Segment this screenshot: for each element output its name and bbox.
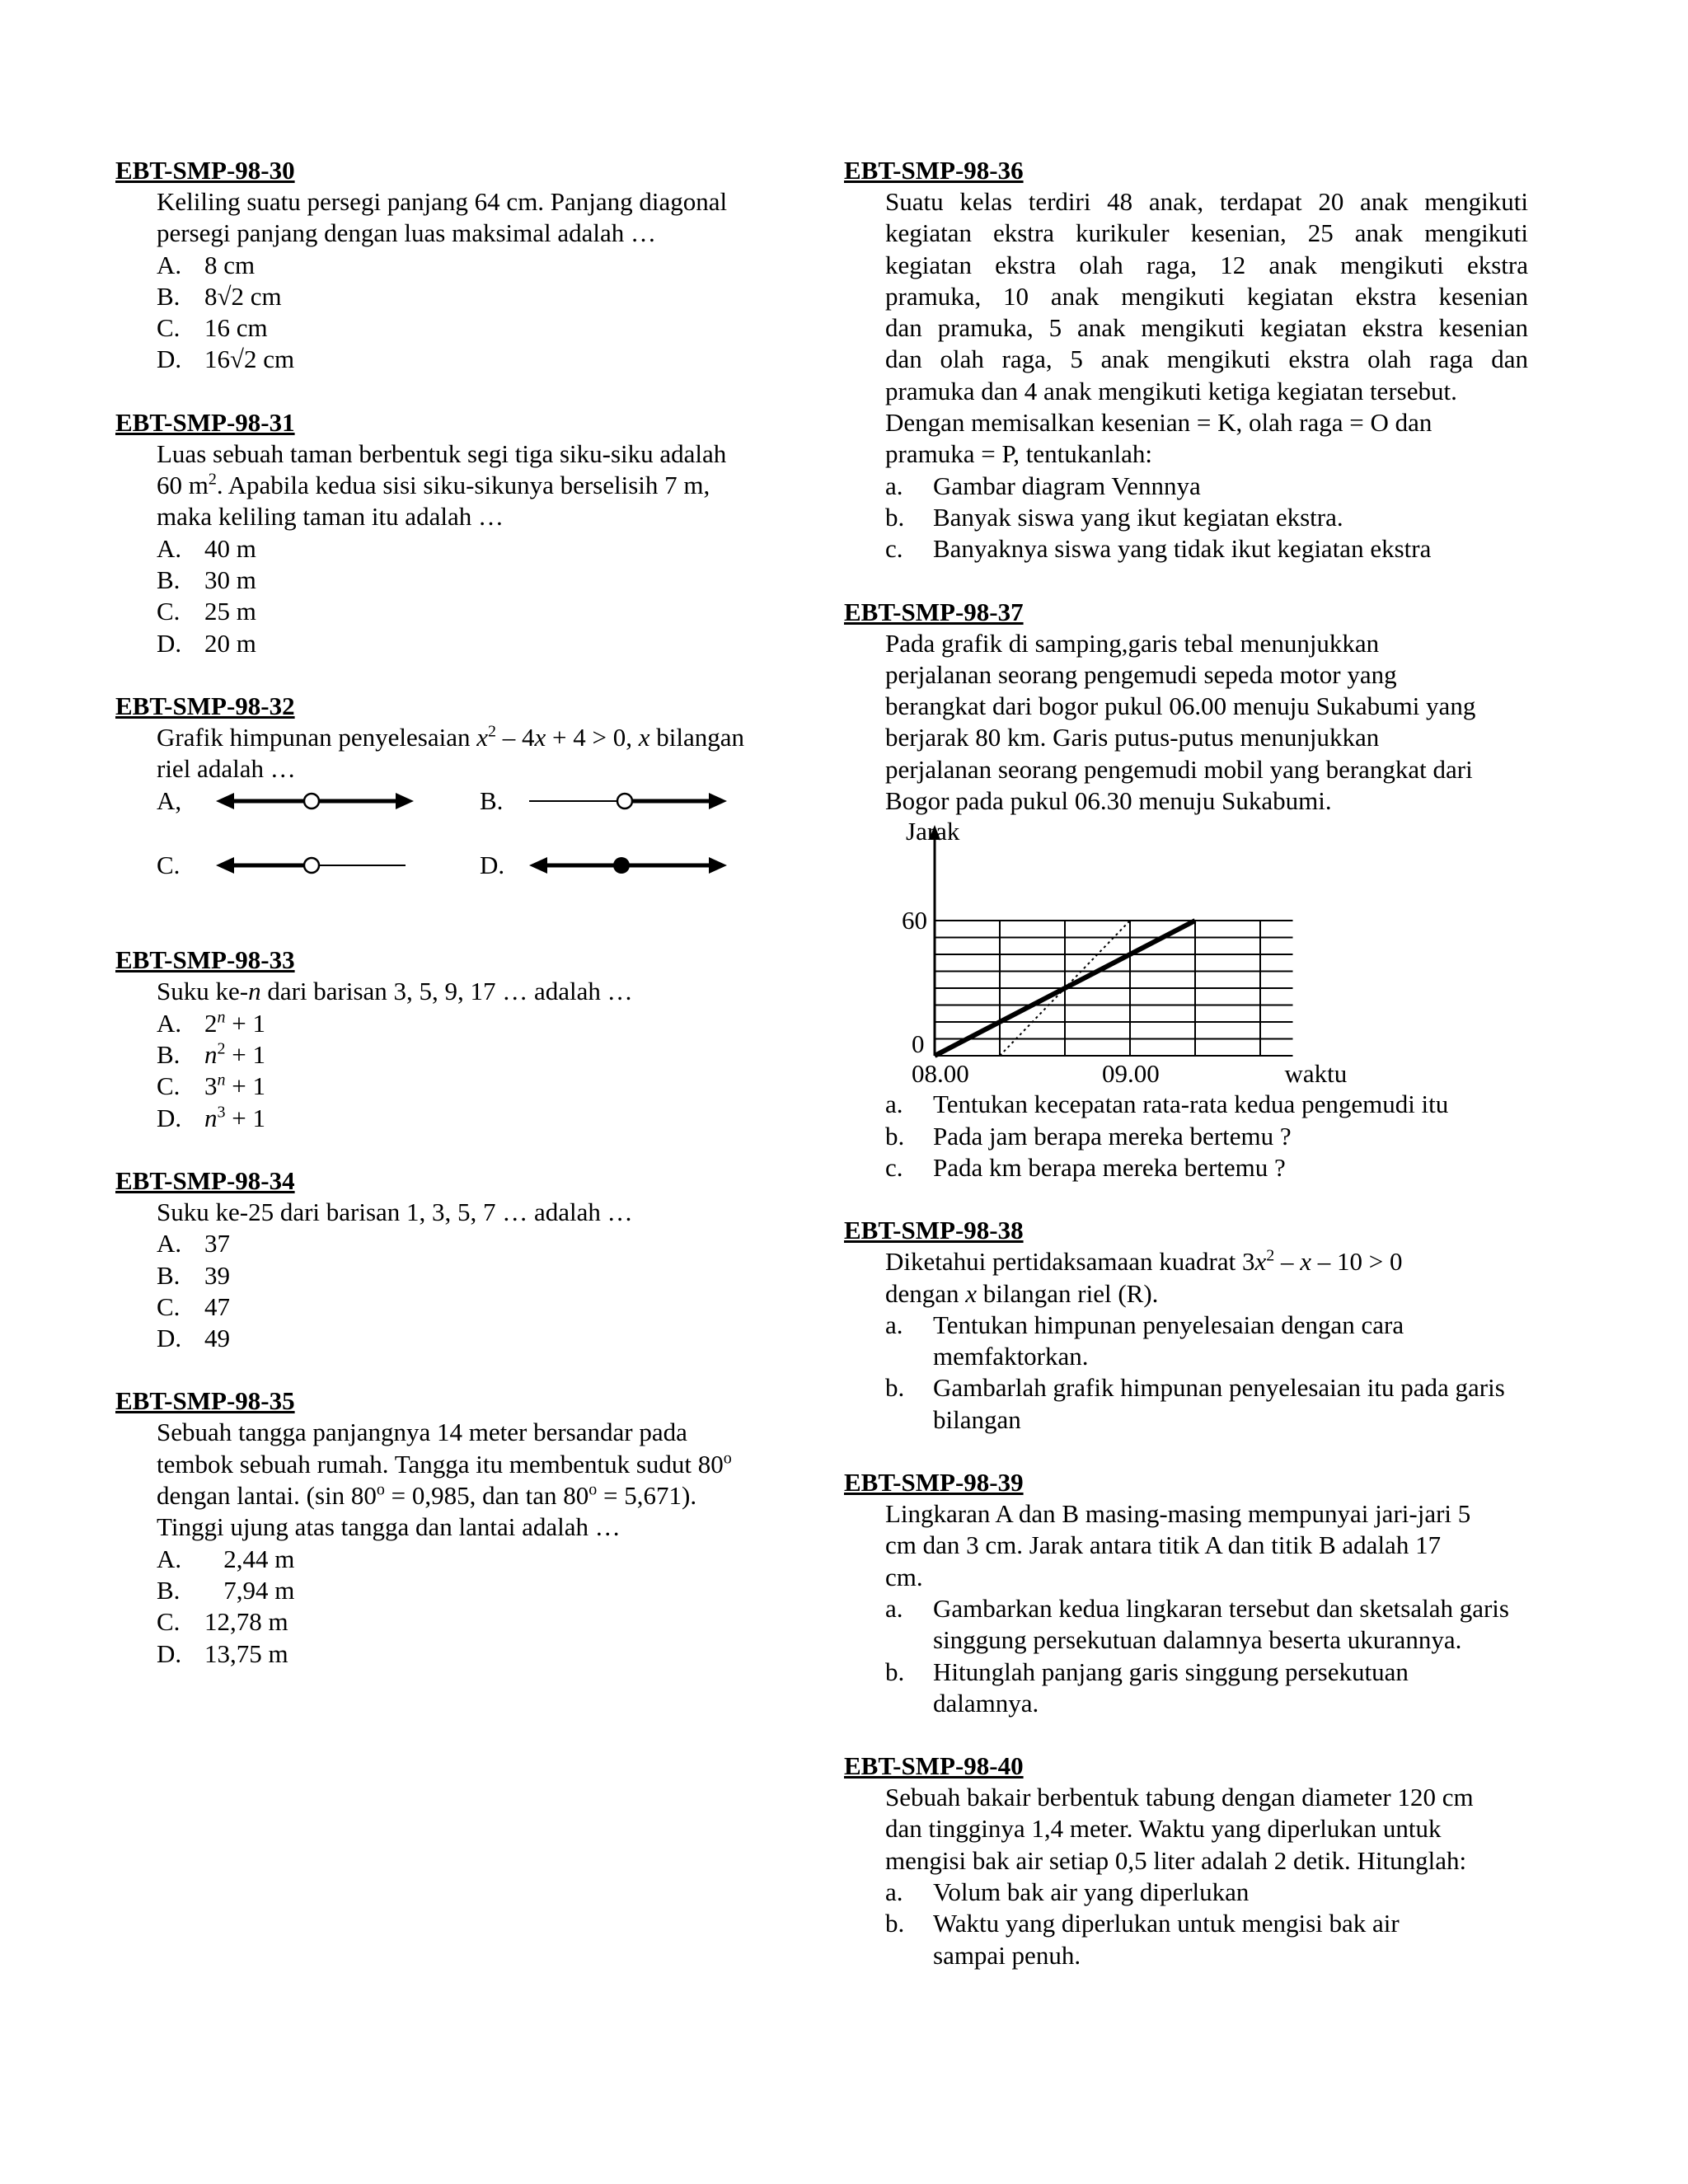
- superscript: 3: [217, 1103, 226, 1122]
- sub-question-a: [885, 1877, 1528, 1908]
- sub-letter: b.: [885, 1657, 905, 1686]
- sub-text: Waktu yang diperlukan untuk mengisi bak air sampai penuh.: [933, 1909, 1400, 1970]
- distance-time-chart: [885, 817, 1396, 1089]
- stem-line: berjarak 80 km. Garis putus-putus menunjukkan: [885, 723, 1380, 752]
- sub-letter: a.: [885, 1090, 903, 1119]
- question-33: [115, 944, 808, 1133]
- x-axis-label: waktu: [1284, 1059, 1348, 1089]
- sub-text: Gambar diagram Vennnya: [933, 471, 1201, 500]
- option-c[interactable]: [157, 1291, 808, 1323]
- stem-line: Suatu kelas terdiri 48 anak, terdapat 20 anak mengikuti: [885, 187, 1528, 216]
- option-text: 16√2 cm: [204, 344, 295, 374]
- sub-letter: a.: [885, 471, 903, 500]
- option-text: 30 m: [204, 565, 256, 594]
- option-letter: A.: [157, 1008, 182, 1038]
- option-letter: C.: [157, 313, 181, 343]
- y-axis-label: Jarak: [906, 817, 960, 846]
- superscript: n: [217, 1071, 226, 1090]
- option-text: 2,44 m: [204, 1544, 295, 1573]
- sub-question-a: [885, 1310, 1528, 1373]
- number-line-c[interactable]: [216, 853, 414, 878]
- stem-text: dari barisan 3, 5, 9, 17 … adalah …: [260, 977, 633, 1006]
- sub-question-b: [885, 1908, 1528, 1971]
- stem-line: Sebuah bakair berbentuk tabung dengan diameter 120 cm: [885, 1783, 1474, 1812]
- superscript: o: [588, 1480, 598, 1499]
- stem-line: berangkat dari bogor pukul 06.00 menuju Sukabumi yang: [885, 691, 1476, 721]
- sub-question-a: [885, 1089, 1528, 1120]
- stem-line: perjalanan seorang pengemudi sepeda motor yang: [885, 659, 1397, 689]
- question-stem: [885, 186, 1528, 471]
- option-letter[interactable]: A,: [157, 786, 182, 816]
- option-text: 47: [204, 1291, 230, 1321]
- math-var: x: [476, 722, 488, 752]
- stem-line: Keliling suatu persegi panjang 64 cm. Panjang diagonal: [157, 187, 728, 216]
- stem-line: [157, 1480, 808, 1511]
- stem-line: riel adalah …: [157, 754, 296, 784]
- option-text: 40 m: [204, 533, 256, 563]
- y-tick-label: 60: [902, 906, 927, 935]
- question-id: EBT-SMP-98-35: [115, 1386, 295, 1416]
- sub-text: Tentukan kecepatan rata-rata kedua pengemudi itu: [933, 1090, 1449, 1119]
- option-a[interactable]: [157, 1008, 808, 1039]
- sub-question-a: [885, 471, 1528, 502]
- superscript: o: [723, 1449, 732, 1468]
- option-text: 16 cm: [204, 313, 268, 343]
- sub-text: Gambarkan kedua lingkaran tersebut dan sketsalah garis singgung persekutuan dalamnya beserta ukurannya.: [933, 1593, 1509, 1655]
- question-stem: [885, 1246, 1528, 1310]
- question-stem: [157, 1417, 808, 1543]
- option-text: + 1: [225, 1040, 265, 1070]
- question-stem: [157, 722, 808, 785]
- question-id: EBT-SMP-98-32: [115, 691, 295, 720]
- question-id: EBT-SMP-98-39: [844, 1468, 1024, 1497]
- option-text: 25 m: [204, 597, 256, 626]
- option-text: + 1: [225, 1103, 265, 1132]
- question-id: EBT-SMP-98-36: [844, 156, 1024, 185]
- stem-line: [157, 470, 808, 501]
- option-a[interactable]: [157, 533, 808, 565]
- question-stem: [157, 438, 808, 533]
- option-b[interactable]: [157, 1039, 808, 1071]
- question-stem: [885, 1782, 1528, 1877]
- question-39: [844, 1467, 1528, 1719]
- option-d[interactable]: [157, 628, 808, 659]
- option-b[interactable]: [157, 1575, 808, 1606]
- option-letter: A.: [157, 250, 182, 279]
- number-line-row-2: [157, 849, 808, 882]
- sub-text: Banyak siswa yang ikut kegiatan ekstra.: [933, 502, 1343, 532]
- sub-letter: b.: [885, 1909, 905, 1938]
- option-c[interactable]: [157, 312, 808, 344]
- question-id: EBT-SMP-98-38: [844, 1216, 1024, 1245]
- sub-letter: c.: [885, 1152, 903, 1182]
- stem-line: [157, 1449, 808, 1480]
- option-letter: C.: [157, 597, 181, 626]
- stem-line: Luas sebuah taman berbentuk segi tiga siku-siku adalah: [157, 438, 727, 468]
- option-letter: A.: [157, 1544, 182, 1573]
- question-id: EBT-SMP-98-33: [115, 945, 295, 975]
- stem-line: kegiatan ekstra kurikuler kesenian, 25 anak mengikuti: [885, 218, 1528, 248]
- stem-line: Sebuah tangga panjangnya 14 meter bersandar pada: [157, 1418, 687, 1447]
- stem-line: pramuka = P, tentukanlah:: [885, 439, 1152, 469]
- option-a[interactable]: [157, 250, 808, 281]
- question-id: EBT-SMP-98-37: [844, 597, 1024, 626]
- stem-line: cm.: [885, 1562, 923, 1591]
- question-stem: [157, 186, 808, 250]
- question-id: EBT-SMP-98-30: [115, 156, 295, 185]
- superscript: 2: [208, 470, 217, 489]
- sub-text: Hitunglah panjang garis singgung persekutuan dalamnya.: [933, 1657, 1409, 1718]
- stem-line: Pada grafik di samping,garis tebal menunjukkan: [885, 628, 1380, 658]
- question-36: [844, 155, 1528, 565]
- stem-text: Diketahui pertidaksamaan kuadrat 3: [885, 1247, 1255, 1277]
- option-letter: B.: [157, 1575, 181, 1605]
- option-letter[interactable]: B.: [480, 786, 504, 816]
- math-var: x: [1254, 1247, 1267, 1277]
- left-column: [115, 155, 808, 1670]
- question-37: [844, 597, 1528, 1184]
- option-base: 3: [204, 1071, 218, 1101]
- option-base: n: [204, 1040, 218, 1070]
- option-base: n: [204, 1103, 218, 1132]
- option-text: 20 m: [204, 628, 256, 658]
- sub-letter: b.: [885, 1121, 905, 1151]
- question-32: [115, 691, 808, 883]
- stem-line: Bogor pada pukul 06.30 menuju Sukabumi.: [885, 786, 1332, 816]
- option-letter: B.: [157, 1040, 181, 1070]
- option-a[interactable]: [157, 1228, 808, 1259]
- stem-line: perjalanan seorang pengemudi mobil yang berangkat dari: [885, 754, 1473, 784]
- math-var: x: [534, 722, 546, 752]
- stem-line: maka keliling taman itu adalah …: [157, 502, 504, 532]
- option-d[interactable]: [157, 1103, 808, 1134]
- stem-text: –: [1274, 1247, 1301, 1277]
- option-c[interactable]: [157, 596, 808, 627]
- stem-text: tembok sebuah rumah. Tangga itu membentuk sudut 80: [157, 1449, 724, 1479]
- stem-text: dengan: [885, 1278, 966, 1308]
- option-text: 12,78 m: [204, 1607, 288, 1637]
- option-b[interactable]: [157, 1260, 808, 1291]
- option-letter: D.: [157, 1638, 182, 1668]
- question-35: [115, 1385, 808, 1669]
- x-tick-label: 09.00: [1102, 1059, 1160, 1089]
- option-d[interactable]: [157, 1638, 808, 1670]
- option-text: 49: [204, 1324, 230, 1353]
- sub-letter: b.: [885, 1373, 905, 1403]
- stem-line: [157, 722, 808, 753]
- option-text: 37: [204, 1229, 230, 1258]
- superscript: 2: [488, 722, 496, 741]
- option-letter: C.: [157, 1291, 181, 1321]
- question-stem: [885, 628, 1528, 818]
- option-letter: D.: [157, 628, 182, 658]
- option-c[interactable]: [157, 1606, 808, 1638]
- sub-question-c: [885, 533, 1528, 565]
- sub-letter: c.: [885, 534, 903, 564]
- sub-letter: a.: [885, 1877, 903, 1906]
- option-b[interactable]: [157, 281, 808, 312]
- question-stem: [157, 976, 808, 1007]
- y-tick-label: 0: [912, 1029, 925, 1059]
- stem-line: persegi panjang dengan luas maksimal adalah …: [157, 218, 657, 248]
- stem-text: = 0,985, dan tan 80: [384, 1481, 589, 1511]
- stem-line: dan tingginya 1,4 meter. Waktu yang diperlukan untuk: [885, 1814, 1442, 1844]
- sub-letter: b.: [885, 502, 905, 532]
- sub-text: Volum bak air yang diperlukan: [933, 1877, 1250, 1906]
- option-d[interactable]: [157, 1323, 808, 1354]
- stem-line: [885, 1246, 1528, 1277]
- sub-text: Pada km berapa mereka bertemu ?: [933, 1152, 1286, 1182]
- x-tick-label: 08.00: [912, 1059, 969, 1089]
- sub-letter: a.: [885, 1310, 903, 1339]
- question-stem: Suku ke-25 dari barisan 1, 3, 5, 7 … adalah …: [157, 1197, 633, 1226]
- number-line-a[interactable]: [216, 789, 414, 813]
- superscript: 2: [217, 1039, 226, 1058]
- stem-text: bilangan: [649, 722, 744, 752]
- option-a[interactable]: [157, 1544, 808, 1575]
- stem-text: Grafik himpunan penyelesaian: [157, 722, 477, 752]
- option-text: 39: [204, 1260, 230, 1290]
- option-letter: D.: [157, 344, 182, 374]
- stem-line: [885, 1278, 1528, 1310]
- stem-line: kegiatan ekstra olah raga, 12 anak mengikuti ekstra: [885, 250, 1528, 279]
- superscript: o: [376, 1480, 385, 1499]
- sub-question-b: [885, 1657, 1528, 1720]
- stem-text: 60 m: [157, 471, 209, 500]
- math-var: x: [638, 722, 650, 752]
- right-column: [844, 155, 1528, 1971]
- sub-question-c: [885, 1152, 1528, 1183]
- option-letter: B.: [157, 281, 181, 311]
- stem-text: – 10 > 0: [1311, 1247, 1403, 1277]
- option-letter: A.: [157, 533, 182, 563]
- option-letter: A.: [157, 1229, 182, 1258]
- option-text: 7,94 m: [204, 1575, 295, 1605]
- stem-line: Tinggi ujung atas tangga dan lantai adalah …: [157, 1512, 621, 1542]
- option-text: + 1: [225, 1071, 265, 1101]
- option-letter: C.: [157, 1071, 181, 1101]
- stem-text: Suku ke-: [157, 977, 249, 1006]
- superscript: 2: [1266, 1246, 1275, 1265]
- option-letter: B.: [157, 1260, 181, 1290]
- stem-text: bilangan riel (R).: [977, 1278, 1159, 1308]
- math-var: n: [248, 977, 261, 1006]
- option-c[interactable]: [157, 1071, 808, 1102]
- number-line-b[interactable]: [529, 789, 727, 813]
- stem-text: = 5,671).: [597, 1481, 697, 1511]
- stem-text: dengan lantai. (sin 80: [157, 1481, 377, 1511]
- math-var: x: [965, 1278, 978, 1308]
- question-31: [115, 407, 808, 659]
- option-letter: C.: [157, 1607, 181, 1637]
- option-b[interactable]: [157, 565, 808, 596]
- stem-line: mengisi bak air setiap 0,5 liter adalah 2 detik. Hitunglah:: [885, 1845, 1467, 1875]
- sub-question-b: [885, 1372, 1528, 1436]
- sub-text: Banyaknya siswa yang tidak ikut kegiatan ekstra: [933, 534, 1432, 564]
- sub-text: Tentukan himpunan penyelesaian dengan cara memfaktorkan.: [933, 1310, 1404, 1371]
- stem-text: – 4: [496, 722, 535, 752]
- stem-text: . Apabila kedua sisi siku-sikunya berselisih 7 m,: [216, 471, 710, 500]
- question-id: EBT-SMP-98-40: [844, 1751, 1024, 1781]
- option-text: 8 cm: [204, 250, 256, 279]
- superscript: n: [217, 1008, 226, 1027]
- option-text: 13,75 m: [204, 1638, 288, 1668]
- question-id: EBT-SMP-98-34: [115, 1165, 295, 1195]
- sub-question-a: [885, 1593, 1528, 1657]
- option-base: 2: [204, 1008, 218, 1038]
- sub-question-b: [885, 1121, 1528, 1152]
- stem-line: Dengan memisalkan kesenian = K, olah raga = O dan: [885, 408, 1432, 438]
- option-letter[interactable]: C.: [157, 851, 181, 880]
- option-letter: B.: [157, 565, 181, 594]
- option-letter: D.: [157, 1324, 182, 1353]
- option-d[interactable]: [157, 344, 808, 375]
- stem-line: pramuka, 10 anak mengikuti kegiatan ekstra kesenian: [885, 281, 1528, 311]
- stem-line: [157, 976, 808, 1007]
- sub-letter: a.: [885, 1593, 903, 1623]
- math-var: x: [1300, 1247, 1312, 1277]
- stem-line: dan pramuka, 5 anak mengikuti kegiatan ekstra kesenian: [885, 313, 1528, 343]
- question-38: [844, 1215, 1528, 1436]
- question-34: [115, 1165, 808, 1354]
- option-text: 8√2 cm: [204, 281, 282, 311]
- sub-text: Pada jam berapa mereka bertemu ?: [933, 1121, 1292, 1151]
- question-id: EBT-SMP-98-31: [115, 407, 295, 437]
- sub-question-b: [885, 502, 1528, 533]
- chart-svg: [885, 817, 1396, 1089]
- option-letter: D.: [157, 1103, 182, 1132]
- option-letter[interactable]: D.: [480, 851, 505, 880]
- option-text: + 1: [225, 1008, 265, 1038]
- number-line-d[interactable]: [529, 853, 727, 878]
- sub-text: Gambarlah grafik himpunan penyelesaian itu pada garis bilangan: [933, 1373, 1505, 1434]
- question-stem: [885, 1498, 1528, 1593]
- question-40: [844, 1750, 1528, 1971]
- stem-line: cm dan 3 cm. Jarak antara titik A dan titik B adalah 17: [885, 1530, 1442, 1560]
- number-line-row-1: [157, 785, 808, 818]
- stem-text: + 4 > 0,: [546, 722, 639, 752]
- stem-line: pramuka dan 4 anak mengikuti ketiga kegiatan tersebut.: [885, 376, 1457, 405]
- stem-line: dan olah raga, 5 anak mengikuti ekstra olah raga dan: [885, 344, 1528, 374]
- stem-line: Lingkaran A dan B masing-masing mempunyai jari-jari 5: [885, 1499, 1471, 1529]
- question-30: [115, 155, 808, 376]
